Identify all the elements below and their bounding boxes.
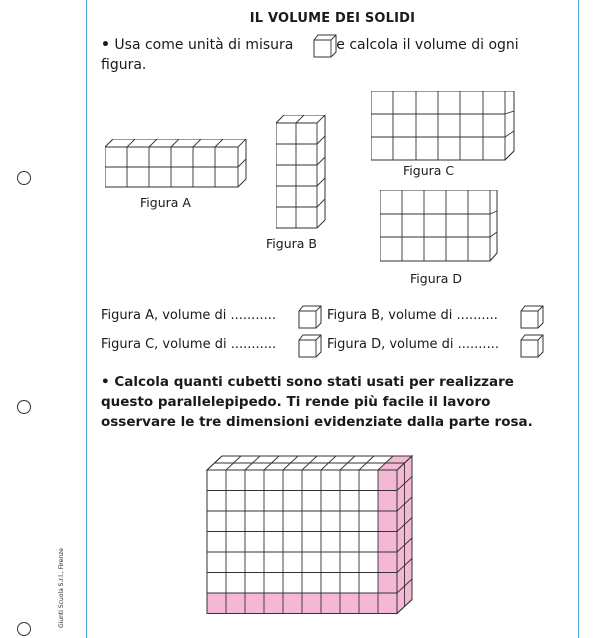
instruction2-line1: Calcola quanti cubetti sono stati usati per realizzare [114, 374, 514, 390]
binder-hole-middle [17, 400, 31, 414]
figure-d-solid [380, 190, 498, 262]
instruction2-line2: questo parallelepipedo. Ti rende più facile il lavoro [101, 394, 491, 410]
cube-icon [298, 334, 322, 358]
figure-a-label: Figura A [140, 195, 191, 210]
page-title: IL VOLUME DEI SOLIDI [249, 11, 416, 26]
figure-b-label: Figura B [266, 236, 317, 251]
instruction-text-part1: Usa come unità di misura [114, 37, 294, 53]
cube-icon [520, 305, 544, 329]
figure-a-solid [105, 139, 247, 189]
binder-hole-top [17, 171, 31, 185]
answer-figure-c: Figura C, volume di ........... [101, 337, 277, 352]
cube-icon [313, 34, 337, 58]
figure-b-solid [276, 115, 326, 230]
cube-icon [298, 305, 322, 329]
bullet-mark: • [101, 37, 110, 53]
cube-icon [520, 334, 544, 358]
bullet-mark: • [101, 374, 110, 390]
figure-c-solid [371, 91, 515, 161]
copyright-note: Giunti Scuola S.r.l., Firenze [58, 548, 65, 628]
highlight-column [378, 470, 397, 614]
answer-figure-b: Figura B, volume di .......... [327, 308, 498, 323]
answer-figure-a: Figura A, volume di ........... [101, 308, 276, 323]
figure-c-label: Figura C [403, 163, 455, 178]
exercise2-instruction [101, 372, 571, 432]
instruction-text-part2: e calcola il volume di ogni [336, 37, 519, 53]
instruction2-line3: osservare le tre dimensioni evidenziate dalla parte rosa. [101, 414, 533, 430]
instruction-text-line2: figura. [101, 57, 147, 73]
binder-hole-bottom [17, 622, 31, 636]
figure-d-label: Figura D [410, 271, 463, 286]
answer-figure-d: Figura D, volume di .......... [327, 337, 499, 352]
parallelepiped-solid [200, 450, 450, 630]
